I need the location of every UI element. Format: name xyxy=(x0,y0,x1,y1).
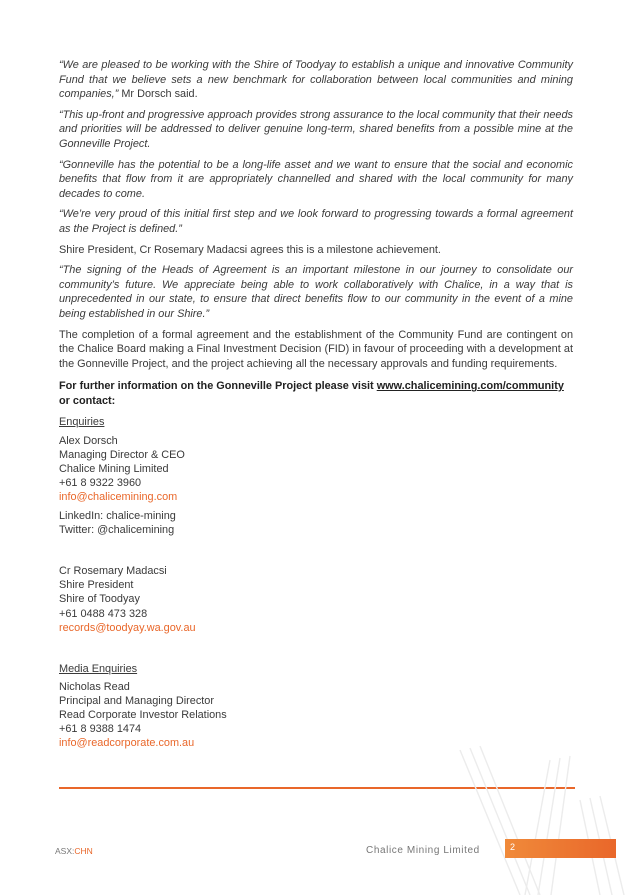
asx-prefix: ASX: xyxy=(55,846,75,856)
statement-paragraph: Shire President, Cr Rosemary Madacsi agrees this is a milestone achievement. xyxy=(59,243,441,256)
ticker-code: CHN xyxy=(74,846,93,856)
contact-email-link[interactable]: records@toodyay.wa.gov.au xyxy=(59,621,196,634)
contact-email-link[interactable]: info@readcorporate.com.au xyxy=(59,737,195,750)
quote-paragraph-3: “Gonneville has the potential to be a long-life asset and we want to ensure that the social and economic benefits that flow from it are appropriately channelled and shared with the local community for many decades to come. xyxy=(59,158,573,200)
further-info xyxy=(59,379,573,408)
enquiries-heading: Enquiries xyxy=(59,416,105,429)
contact-prompt: or contact: xyxy=(59,394,116,407)
contact-company: Chalice Mining Limited xyxy=(59,462,169,475)
footer-company-name: Chalice Mining Limited xyxy=(366,845,480,856)
chalice-watermark-icon xyxy=(430,740,633,895)
further-info-text: For further information on the Gonneville Project please visit xyxy=(59,380,377,393)
contact-title: Principal and Managing Director xyxy=(59,694,214,707)
media-enquiries-heading: Media Enquiries xyxy=(59,662,138,675)
contact-title: Shire President xyxy=(59,579,134,592)
contact-card-shire xyxy=(59,564,573,634)
contact-name: Cr Rosemary Madacsi xyxy=(59,565,167,578)
contact-phone: +61 8 9322 3960 xyxy=(59,476,142,489)
quote-paragraph-1 xyxy=(59,58,573,102)
asx-code xyxy=(55,846,93,856)
contact-name: Nicholas Read xyxy=(59,680,130,693)
contact-email-link[interactable]: info@chalicemining.com xyxy=(59,490,178,503)
contact-card-chalice xyxy=(59,434,573,538)
contact-phone: +61 8 9388 1474 xyxy=(59,723,142,736)
linkedin-handle: LinkedIn: chalice-mining xyxy=(59,510,176,523)
contact-name: Alex Dorsch xyxy=(59,434,118,447)
quote-text: “We are pleased to be working with the Shire of Toodyay to establish a unique and innovative Community Fund that we believe sets a new benchmark for collaboration between local communities and mining companies,” xyxy=(59,59,573,101)
contact-org: Shire of Toodyay xyxy=(59,593,140,606)
twitter-handle: Twitter: @chalicemining xyxy=(59,524,175,537)
quote-paragraph-4: “We’re very proud of this initial first step and we look forward to progressing towards a formal agreement as the Project is defined.” xyxy=(59,208,573,235)
contact-title: Managing Director & CEO xyxy=(59,448,185,461)
document-body xyxy=(59,58,573,750)
conditions-paragraph: The completion of a formal agreement and the establishment of the Community Fund are contingent on the Chalice Board making a Final Investment Decision (FID) in favour of proceeding with a development at the Gonneville Project, and the project achieving all the necessary approvals and funding requirements. xyxy=(59,328,573,370)
quote-paragraph-2: “This up-front and progressive approach provides strong assurance to the local community that their needs and priorities will be addressed to deliver genuine long-term, shared benefits from a possible mine at the Gonneville Project. xyxy=(59,108,573,150)
quote-attribution: Mr Dorsch said. xyxy=(118,88,198,101)
quote-paragraph-5: “The signing of the Heads of Agreement is an important milestone in our journey to consolidate our community’s future. We appreciate being able to work collaboratively with Chalice, in a way that is unprecedented in our state, to ensure that direct benefits flow to our community in the event of a mine being established in our Shire.” xyxy=(59,264,573,320)
page-number-tab xyxy=(505,839,616,858)
contact-company: Read Corporate Investor Relations xyxy=(59,708,227,721)
community-link[interactable]: www.chalicemining.com/community xyxy=(376,380,564,393)
contact-phone: +61 0488 473 328 xyxy=(59,607,148,620)
page-number: 2 xyxy=(510,842,516,852)
